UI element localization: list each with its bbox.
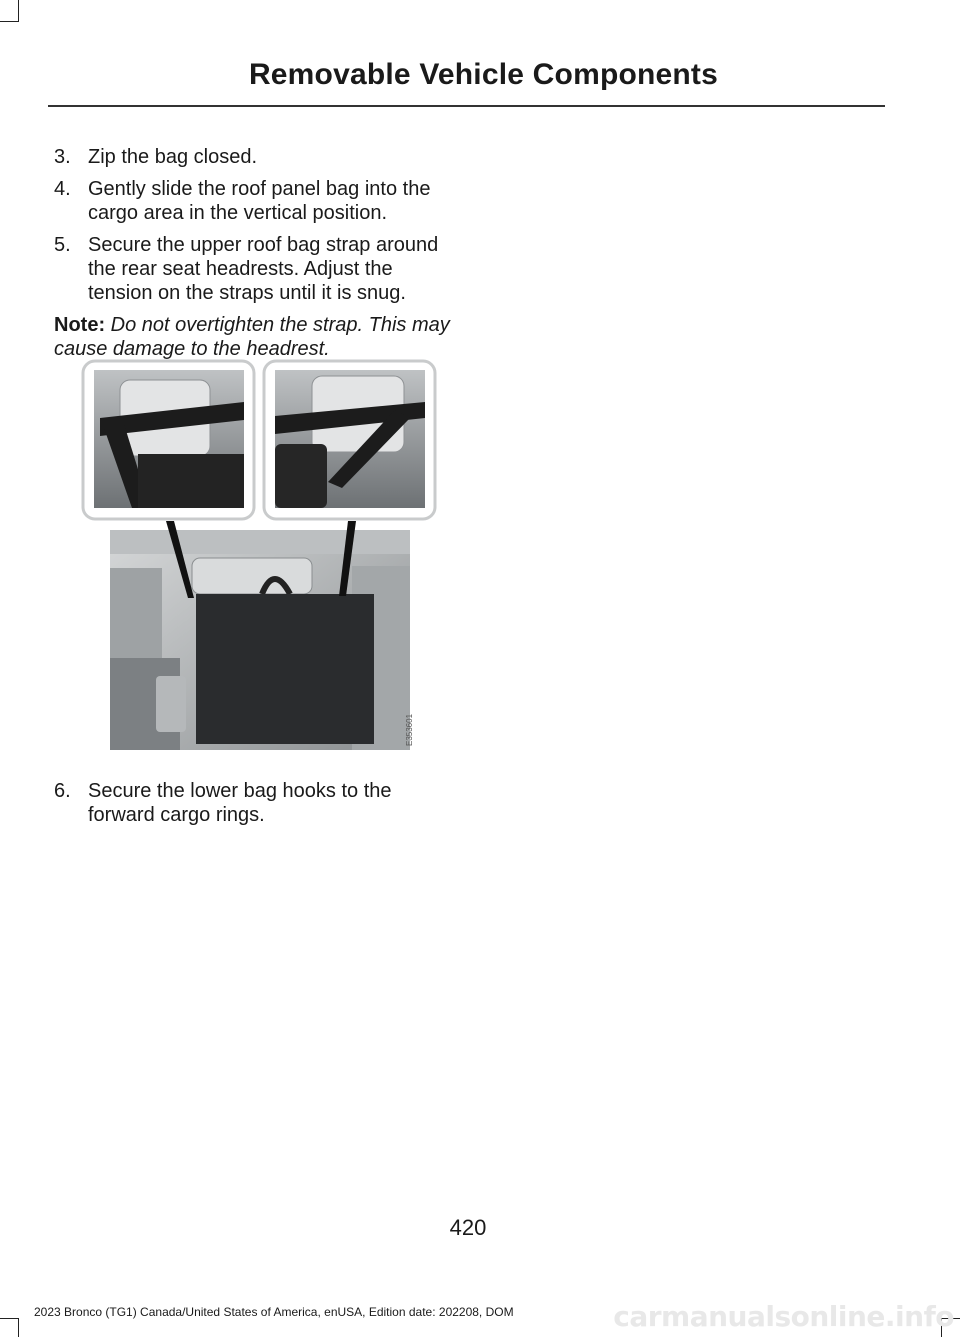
roof-bag-illustration <box>80 358 440 753</box>
note <box>54 313 454 361</box>
page-number: 420 <box>449 1215 487 1240</box>
watermark: carmanualsonline.info <box>613 1300 954 1333</box>
page-title: Removable Vehicle Components <box>248 58 718 91</box>
step-number: 4. <box>54 178 71 200</box>
instructions-continued <box>54 779 454 835</box>
note-text: Do not overtighten the strap. This may cause damage to the headrest. <box>54 314 450 360</box>
list-item <box>54 177 454 225</box>
step-text: Secure the lower bag hooks to the forward cargo rings. <box>88 780 392 826</box>
step-number: 5. <box>54 234 71 256</box>
figure-code: E353601 <box>405 713 414 746</box>
crop-mark <box>0 1318 18 1319</box>
crop-mark <box>18 0 19 22</box>
list-item <box>54 779 454 827</box>
crop-mark <box>0 21 18 22</box>
footer-text: 2023 Bronco (TG1) Canada/United States of America, enUSA, Edition date: 202208, DOM <box>34 1305 514 1319</box>
instructions <box>54 145 454 361</box>
step-text: Zip the bag closed. <box>88 146 257 168</box>
list-item <box>54 145 454 169</box>
step-number: 6. <box>54 780 71 802</box>
header-divider <box>48 105 885 107</box>
note-label: Note: <box>54 314 106 336</box>
list-item <box>54 233 454 305</box>
step-number: 3. <box>54 146 71 168</box>
step-text: Secure the upper roof bag strap around the rear seat headrests. Adjust the tension on the straps until it is snug. <box>88 234 439 304</box>
step-text: Gently slide the roof panel bag into the cargo area in the vertical position. <box>88 178 431 224</box>
crop-mark <box>18 1318 19 1337</box>
